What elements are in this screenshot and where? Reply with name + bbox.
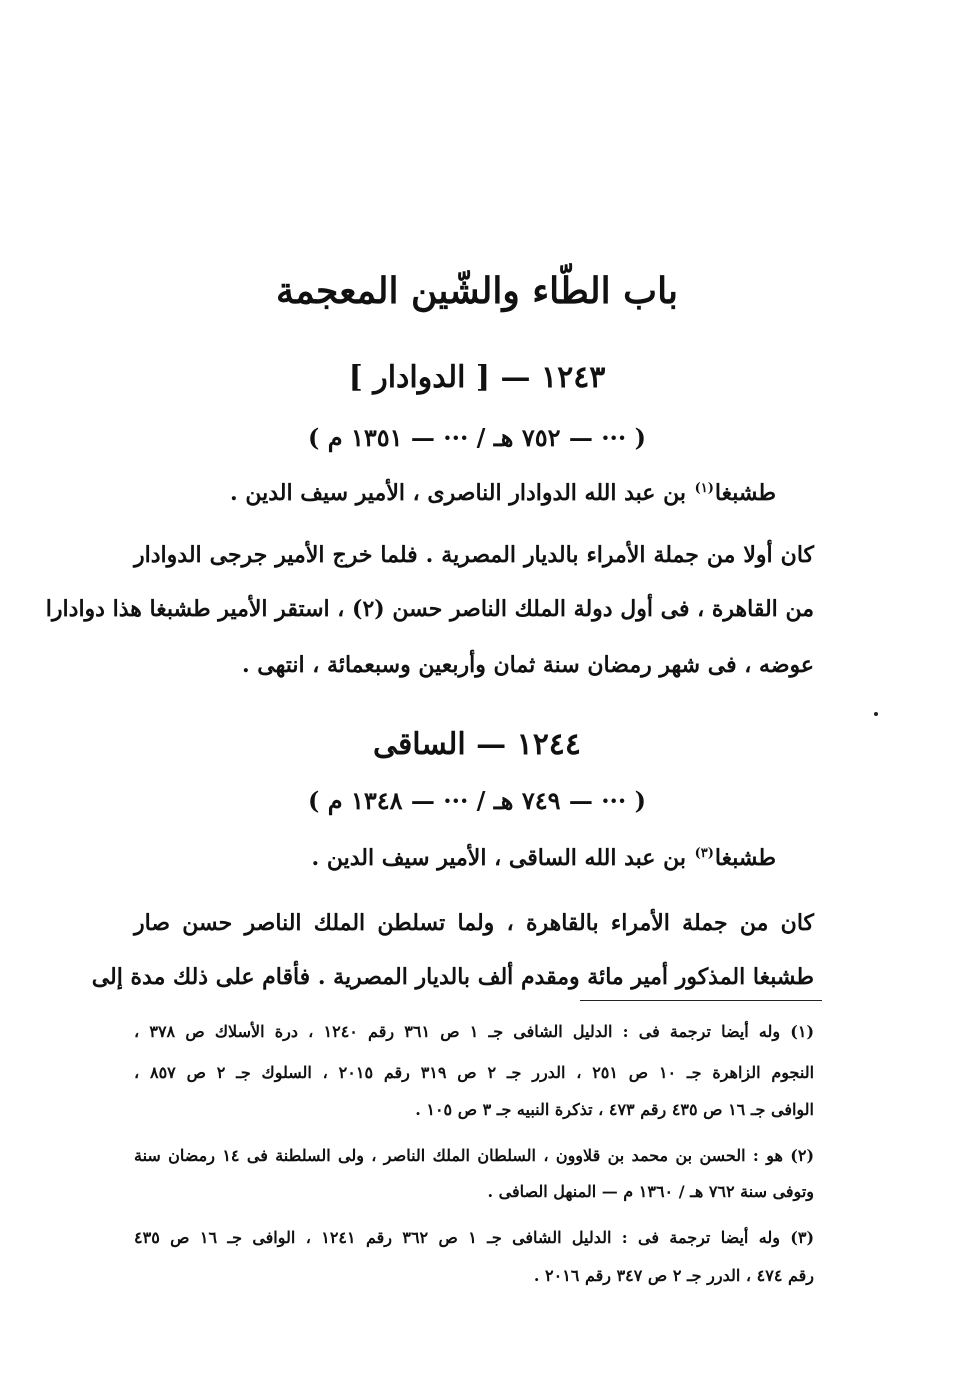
footnote-reference: (٣) [694,845,714,861]
footnote-line: (١) وله أيضا ترجمة فى : الدليل الشافى جـ ١ ص ٣٦١ رقم ١٢٤٠ ، درة الأسلاك ص ٣٧٨ ، [134,1022,815,1041]
print-speck [874,712,878,716]
entry-title: ١٢٤٤ — الساقى [372,727,582,762]
footnote-line: (٣) وله أيضا ترجمة فى : الدليل الشافى جـ ١ ص ٣٦٢ رقم ١٢٤١ ، الوافى جـ ١٦ ص ٤٣٥ [134,1228,815,1247]
entry-name-rest: بن عبد الله الدوادار الناصرى ، الأمير سيف الدين . [230,480,694,506]
body-text-line: من القاهرة ، فى أول دولة الملك الناصر حسن (٢) ، استقر الأمير طشبغا هذا دوادارا [45,596,814,622]
entry-name: طشبغا [714,845,776,871]
footnote-line: النجوم الزاهرة جـ ١٠ ص ٢٥١ ، الدرر جـ ٢ ص ٣١٩ رقم ٢٠١٥ ، السلوك جـ ٢ ص ٨٥٧ ، [134,1063,815,1082]
footnote-line: وتوفى سنة ٧٦٢ هـ / ١٣٦٠ م — المنهل الصافى . [487,1182,814,1201]
body-text-line: عوضه ، فى شهر رمضان سنة ثمان وأربعين وسبعمائة ، انتهى . [241,652,814,678]
entry-name-line [312,845,776,871]
body-text-line: كان من جملة الأمراء بالقاهرة ، ولما تسلطن الملك الناصر حسن صار [134,910,814,936]
entry-dates: ( ··· — ٧٥٢ هـ / ··· — ١٣٥١ م ) [308,423,646,452]
entry-title: ١٢٤٣ — [ الدوادار ] [348,360,606,395]
footnote-separator [580,1000,822,1001]
body-text-line: طشبغا المذكور أمير مائة ومقدم ألف بالديار المصرية . فأقام على ذلك مدة إلى [91,964,814,990]
footnote-reference: (١) [694,480,714,496]
entry-dates: ( ··· — ٧٤٩ هـ / ··· — ١٣٤٨ م ) [308,786,646,815]
body-text-line: كان أولا من جملة الأمراء بالديار المصرية . فلما خرج الأمير جرجى الدوادار [134,542,814,568]
chapter-heading: باب الطّاء والشّين المعجمة [275,270,679,312]
footnote-line: الوافى جـ ١٦ ص ٤٣٥ رقم ٤٧٣ ، تذكرة النبيه جـ ٣ ص ١٠٥ . [415,1100,814,1119]
footnote-line: (٢) هو : الحسن بن محمد بن قلاوون ، السلطان الملك الناصر ، ولى السلطنة فى ١٤ رمضان سنة [134,1146,815,1165]
entry-name-rest: بن عبد الله الساقى ، الأمير سيف الدين . [311,845,694,871]
footnote-line: رقم ٤٧٤ ، الدرر جـ ٢ ص ٣٤٧ رقم ٢٠١٦ . [533,1266,814,1285]
entry-name: طشبغا [714,480,776,506]
entry-name-line [230,480,776,506]
